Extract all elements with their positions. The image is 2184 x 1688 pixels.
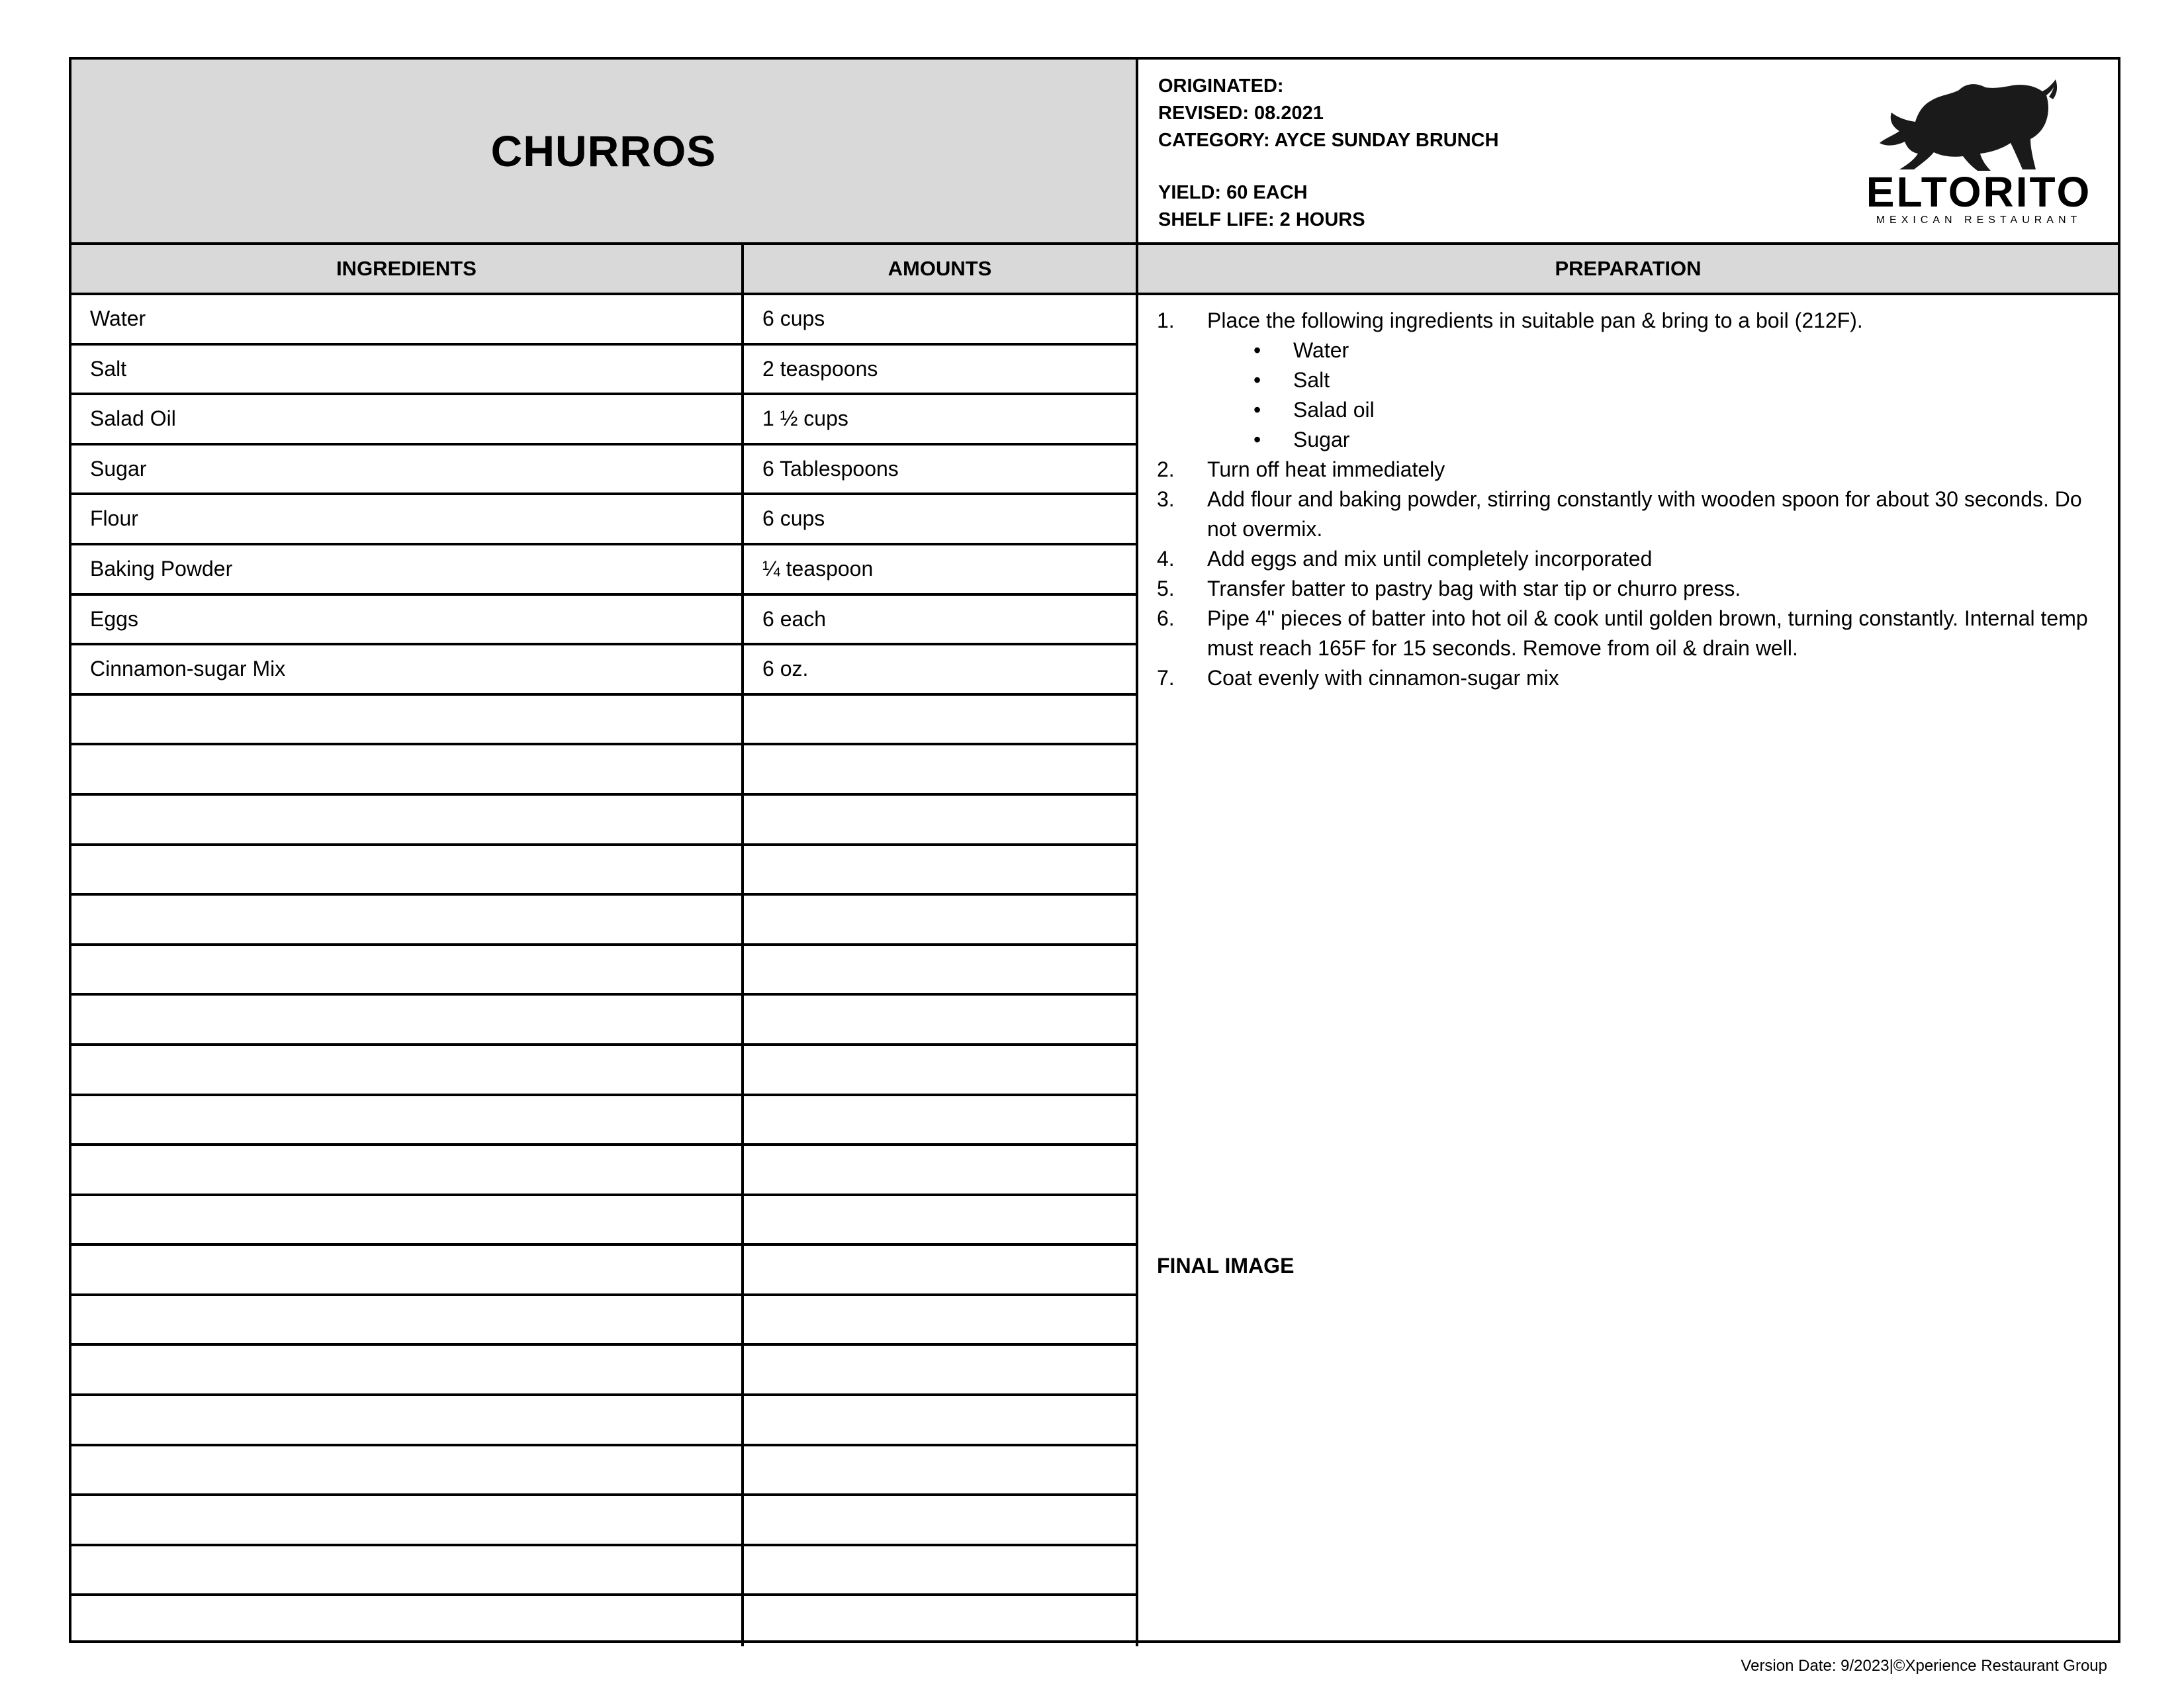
ingredient-name bbox=[71, 846, 744, 894]
table-row bbox=[71, 846, 1138, 896]
yield-line: YIELD: 60 EACH bbox=[1158, 182, 1308, 203]
table-row bbox=[71, 1196, 1138, 1246]
ingredient-amount: 6 oz. bbox=[744, 645, 1138, 693]
ingredient-name bbox=[71, 696, 744, 743]
table-row bbox=[71, 1446, 1138, 1497]
ingredient-name: Water bbox=[71, 295, 744, 343]
ingredient-name: Salad Oil bbox=[71, 395, 744, 443]
recipe-card bbox=[69, 57, 2120, 1643]
step-text: Place the following ingredients in suitable pan & bring to a boil (212F). bbox=[1207, 308, 1863, 332]
ingredient-amount bbox=[744, 1246, 1138, 1293]
ingredient-amount bbox=[744, 1396, 1138, 1444]
step-number: 1. bbox=[1157, 308, 1175, 332]
step-text: Turn off heat immediately bbox=[1207, 457, 1445, 481]
ingredient-name bbox=[71, 745, 744, 793]
ingredient-amount bbox=[744, 745, 1138, 793]
final-image-label: FINAL IMAGE bbox=[1157, 1254, 1295, 1278]
ingredient-amount bbox=[744, 896, 1138, 943]
table-row bbox=[71, 996, 1138, 1046]
amounts-header: AMOUNTS bbox=[744, 245, 1138, 293]
ingredient-name: Flour bbox=[71, 495, 744, 543]
bullet-text: Sugar bbox=[1293, 428, 1350, 451]
prep-step bbox=[1157, 306, 2097, 455]
bullet-icon: • bbox=[1253, 428, 1261, 451]
ingredient-name bbox=[71, 1446, 744, 1494]
step-number: 5. bbox=[1157, 577, 1175, 600]
version-footer: Version Date: 9/2023|©Xperience Restaurant Group bbox=[1741, 1657, 2107, 1675]
bullet-icon: • bbox=[1253, 338, 1261, 362]
ingredient-name bbox=[71, 796, 744, 843]
ingredient-amount: ¼ teaspoon bbox=[744, 545, 1138, 593]
table-row bbox=[71, 696, 1138, 746]
ingredient-name bbox=[71, 1296, 744, 1344]
ingredient-name bbox=[71, 1496, 744, 1544]
step-number: 4. bbox=[1157, 547, 1175, 571]
ingredient-name bbox=[71, 1046, 744, 1094]
bullet-item bbox=[1157, 336, 2097, 365]
prep-step bbox=[1157, 455, 2097, 485]
bullet-text: Salt bbox=[1293, 368, 1330, 392]
logo-tagline: MEXICAN RESTAURANT bbox=[1876, 214, 2082, 226]
ingredient-amount bbox=[744, 696, 1138, 743]
table-row bbox=[71, 1246, 1138, 1296]
preparation-steps bbox=[1157, 306, 2097, 693]
bullet-icon: • bbox=[1253, 398, 1261, 422]
table-row bbox=[71, 1296, 1138, 1346]
ingredients-table bbox=[71, 295, 1138, 1646]
table-row bbox=[71, 1146, 1138, 1196]
ingredient-amount: 6 Tablespoons bbox=[744, 445, 1138, 493]
revised-line: REVISED: 08.2021 bbox=[1158, 103, 1324, 124]
ingredient-amount bbox=[744, 1046, 1138, 1094]
table-row bbox=[71, 1396, 1138, 1446]
category-line: CATEGORY: AYCE SUNDAY BRUNCH bbox=[1158, 130, 1499, 151]
ingredient-amount: 6 cups bbox=[744, 495, 1138, 543]
shelf-life-line: SHELF LIFE: 2 HOURS bbox=[1158, 209, 1365, 230]
bullet-item bbox=[1157, 365, 2097, 395]
ingredient-amount bbox=[744, 1596, 1138, 1646]
step-text: Add flour and baking powder, stirring constantly with wooden spoon for about 30 seconds. Do not overmix. bbox=[1207, 487, 2082, 541]
ingredient-amount bbox=[744, 1546, 1138, 1594]
ingredient-amount bbox=[744, 1196, 1138, 1244]
table-row bbox=[71, 1046, 1138, 1096]
ingredient-name: Sugar bbox=[71, 445, 744, 493]
bull-icon bbox=[1860, 74, 2098, 173]
ingredient-amount bbox=[744, 846, 1138, 894]
ingredient-name bbox=[71, 1196, 744, 1244]
bullet-item bbox=[1157, 425, 2097, 455]
ingredient-name bbox=[71, 896, 744, 943]
ingredient-name bbox=[71, 1546, 744, 1594]
ingredient-name bbox=[71, 1146, 744, 1194]
ingredient-amount bbox=[744, 1496, 1138, 1544]
bullet-text: Salad oil bbox=[1293, 398, 1375, 422]
bullet-icon: • bbox=[1253, 368, 1261, 392]
ingredient-name bbox=[71, 1396, 744, 1444]
ingredient-amount: 6 cups bbox=[744, 295, 1138, 343]
table-row bbox=[71, 745, 1138, 796]
table-row bbox=[71, 1496, 1138, 1546]
ingredient-amount bbox=[744, 1296, 1138, 1344]
el-torito-logo bbox=[1860, 74, 2098, 226]
meta-cell bbox=[1138, 60, 2118, 242]
prep-step bbox=[1157, 574, 2097, 604]
table-row bbox=[71, 596, 1138, 646]
ingredient-name: Cinnamon-sugar Mix bbox=[71, 645, 744, 693]
step-number: 6. bbox=[1157, 606, 1175, 630]
table-row bbox=[71, 395, 1138, 445]
prep-step bbox=[1157, 544, 2097, 574]
ingredient-name bbox=[71, 1596, 744, 1646]
table-row bbox=[71, 1596, 1138, 1646]
table-row bbox=[71, 295, 1138, 346]
title-cell bbox=[71, 60, 1138, 242]
ingredient-name bbox=[71, 1246, 744, 1293]
ingredient-amount: 6 each bbox=[744, 596, 1138, 643]
table-row bbox=[71, 445, 1138, 496]
bullet-item bbox=[1157, 395, 2097, 425]
step-text: Pipe 4" pieces of batter into hot oil & cook until golden brown, turning constantly. Internal temp must reach 165F for 15 seconds. Remove from oil & drain well. bbox=[1207, 606, 2088, 660]
table-row bbox=[71, 896, 1138, 946]
ingredient-amount bbox=[744, 1096, 1138, 1144]
ingredient-name bbox=[71, 1346, 744, 1393]
table-row bbox=[71, 946, 1138, 996]
ingredient-amount bbox=[744, 1146, 1138, 1194]
meta-block bbox=[1158, 73, 1499, 234]
step-text: Coat evenly with cinnamon-sugar mix bbox=[1207, 666, 1559, 690]
step-text: Add eggs and mix until completely incorporated bbox=[1207, 547, 1653, 571]
ingredient-name: Eggs bbox=[71, 596, 744, 643]
table-row bbox=[71, 1546, 1138, 1597]
prep-step bbox=[1157, 485, 2097, 544]
ingredient-amount: 1 ½ cups bbox=[744, 395, 1138, 443]
ingredient-amount: 2 teaspoons bbox=[744, 346, 1138, 393]
preparation-panel bbox=[1138, 295, 2118, 1640]
step-number: 7. bbox=[1157, 666, 1175, 690]
table-row bbox=[71, 645, 1138, 696]
bullet-text: Water bbox=[1293, 338, 1349, 362]
ingredient-name bbox=[71, 946, 744, 994]
step-number: 3. bbox=[1157, 487, 1175, 511]
table-row bbox=[71, 346, 1138, 396]
originated-line: ORIGINATED: bbox=[1158, 75, 1284, 97]
logo-wordmark: ELTORITO bbox=[1866, 168, 2092, 216]
ingredient-name bbox=[71, 996, 744, 1043]
table-row bbox=[71, 1346, 1138, 1396]
ingredient-name: Salt bbox=[71, 346, 744, 393]
table-row bbox=[71, 796, 1138, 846]
ingredient-amount bbox=[744, 946, 1138, 994]
recipe-title: CHURROS bbox=[490, 126, 717, 175]
table-row bbox=[71, 1096, 1138, 1147]
ingredient-amount bbox=[744, 796, 1138, 843]
ingredients-header: INGREDIENTS bbox=[71, 245, 744, 293]
ingredient-amount bbox=[744, 1346, 1138, 1393]
step-number: 2. bbox=[1157, 457, 1175, 481]
ingredient-amount bbox=[744, 1446, 1138, 1494]
step-text: Transfer batter to pastry bag with star tip or churro press. bbox=[1207, 577, 1741, 600]
preparation-header: PREPARATION bbox=[1138, 245, 2118, 293]
table-row bbox=[71, 495, 1138, 545]
ingredient-name bbox=[71, 1096, 744, 1144]
ingredient-name: Baking Powder bbox=[71, 545, 744, 593]
table-row bbox=[71, 545, 1138, 596]
prep-step bbox=[1157, 604, 2097, 663]
ingredient-amount bbox=[744, 996, 1138, 1043]
prep-step bbox=[1157, 663, 2097, 693]
